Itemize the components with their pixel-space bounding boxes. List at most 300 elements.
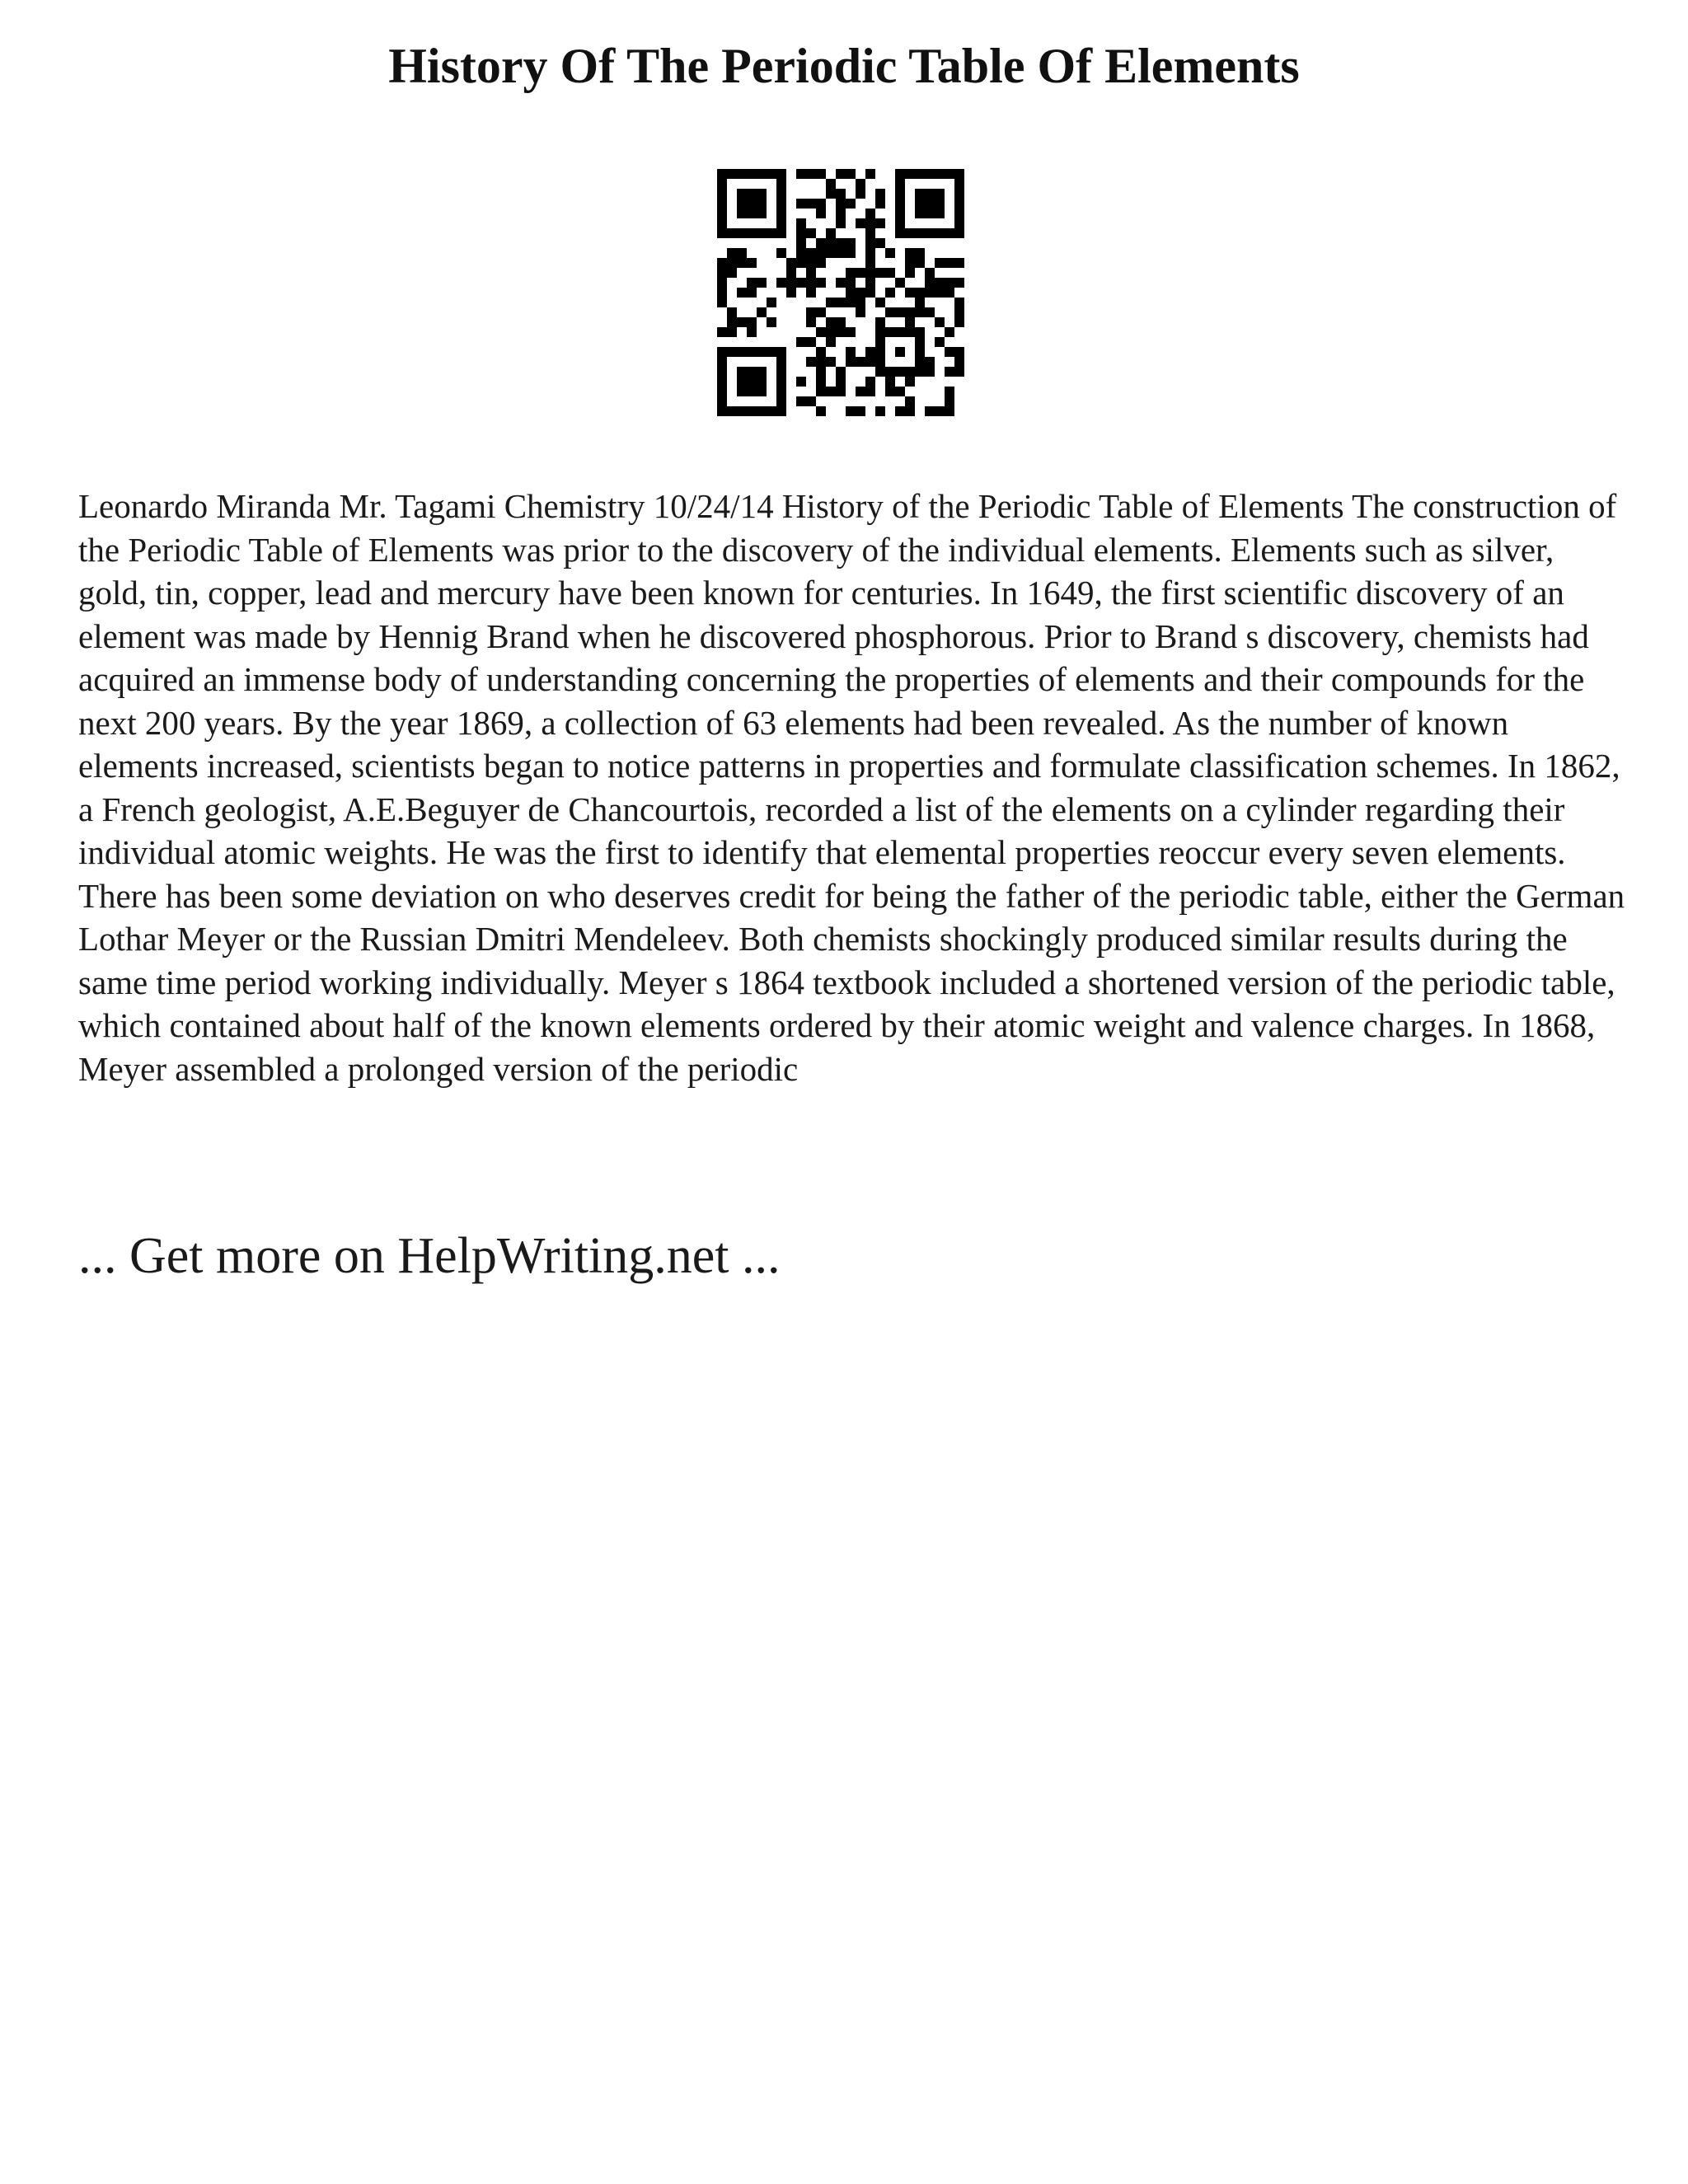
qr-module bbox=[875, 189, 885, 199]
qr-module bbox=[816, 248, 826, 258]
qr-module bbox=[757, 228, 767, 238]
qr-module bbox=[925, 268, 935, 278]
qr-module bbox=[796, 218, 806, 228]
qr-module bbox=[954, 258, 964, 268]
qr-module bbox=[786, 278, 796, 288]
qr-module bbox=[945, 347, 954, 357]
qr-module bbox=[757, 189, 767, 199]
qr-module bbox=[776, 396, 786, 406]
qr-module bbox=[717, 367, 727, 377]
qr-module bbox=[796, 199, 806, 209]
qr-module bbox=[954, 199, 964, 209]
qr-module bbox=[856, 307, 865, 317]
qr-module bbox=[796, 396, 806, 406]
qr-module bbox=[875, 317, 885, 327]
qr-module bbox=[757, 377, 767, 387]
qr-module bbox=[895, 209, 905, 218]
qr-module bbox=[767, 169, 776, 179]
qr-module bbox=[767, 406, 776, 416]
qr-module bbox=[915, 337, 925, 347]
qr-module bbox=[856, 406, 865, 416]
qr-module bbox=[925, 189, 935, 199]
qr-module bbox=[905, 327, 915, 337]
qr-module bbox=[737, 258, 747, 268]
qr-module bbox=[856, 357, 865, 367]
qr-module bbox=[935, 406, 945, 416]
qr-module bbox=[836, 387, 846, 396]
qr-module bbox=[935, 278, 945, 288]
qr-module bbox=[737, 248, 747, 258]
qr-module bbox=[915, 307, 925, 317]
qr-module bbox=[865, 238, 875, 248]
qr-module bbox=[846, 248, 856, 258]
qr-module bbox=[826, 189, 836, 199]
qr-module bbox=[767, 228, 776, 238]
qr-module bbox=[885, 268, 895, 278]
qr-module bbox=[895, 406, 905, 416]
qr-module bbox=[737, 228, 747, 238]
qr-module bbox=[786, 258, 796, 268]
qr-module bbox=[796, 238, 806, 248]
qr-module bbox=[875, 199, 885, 209]
qr-module bbox=[776, 199, 786, 209]
qr-module bbox=[865, 288, 875, 298]
qr-module bbox=[776, 387, 786, 396]
qr-module bbox=[717, 268, 727, 278]
qr-module bbox=[747, 367, 757, 377]
qr-module bbox=[816, 357, 826, 367]
qr-module bbox=[767, 317, 776, 327]
qr-module bbox=[856, 179, 865, 189]
qr-module bbox=[776, 189, 786, 199]
qr-module bbox=[747, 209, 757, 218]
qr-module bbox=[727, 307, 737, 317]
qr-module bbox=[806, 278, 816, 288]
qr-module bbox=[885, 377, 895, 387]
qr-module bbox=[747, 278, 757, 288]
qr-module bbox=[737, 317, 747, 327]
qr-module bbox=[737, 367, 747, 377]
qr-module bbox=[757, 199, 767, 209]
qr-module bbox=[717, 258, 727, 268]
qr-module bbox=[885, 288, 895, 298]
qr-module bbox=[747, 228, 757, 238]
qr-module bbox=[776, 367, 786, 377]
qr-module bbox=[757, 406, 767, 416]
qr-module bbox=[954, 278, 964, 288]
qr-module bbox=[915, 258, 925, 268]
qr-module bbox=[826, 298, 836, 307]
qr-module bbox=[806, 396, 816, 406]
qr-module bbox=[717, 298, 727, 307]
qr-module bbox=[747, 317, 757, 327]
qr-module bbox=[945, 258, 954, 268]
qr-module bbox=[925, 169, 935, 179]
qr-module bbox=[717, 396, 727, 406]
qr-code-graphic bbox=[717, 169, 964, 416]
qr-module bbox=[925, 307, 935, 317]
qr-module bbox=[737, 199, 747, 209]
qr-module bbox=[905, 169, 915, 179]
qr-module bbox=[846, 406, 856, 416]
qr-module bbox=[737, 347, 747, 357]
qr-module bbox=[727, 327, 737, 337]
qr-module bbox=[717, 387, 727, 396]
qr-module bbox=[816, 387, 826, 396]
qr-module bbox=[945, 169, 954, 179]
qr-module bbox=[935, 189, 945, 199]
qr-module bbox=[737, 288, 747, 298]
qr-module bbox=[796, 377, 806, 387]
qr-module bbox=[806, 307, 816, 317]
qr-module bbox=[776, 347, 786, 357]
qr-module bbox=[875, 337, 885, 347]
qr-module bbox=[737, 169, 747, 179]
qr-module bbox=[856, 268, 865, 278]
qr-module bbox=[925, 406, 935, 416]
qr-module bbox=[945, 327, 954, 337]
qr-module bbox=[895, 218, 905, 228]
qr-module bbox=[727, 169, 737, 179]
qr-module bbox=[816, 327, 826, 337]
qr-module bbox=[865, 387, 875, 396]
qr-module bbox=[915, 199, 925, 209]
qr-module bbox=[757, 169, 767, 179]
qr-module bbox=[826, 238, 836, 248]
qr-module bbox=[776, 218, 786, 228]
qr-module bbox=[895, 347, 905, 357]
qr-module bbox=[954, 218, 964, 228]
qr-module bbox=[865, 377, 875, 387]
qr-module bbox=[836, 189, 846, 199]
qr-module bbox=[895, 169, 905, 179]
qr-module bbox=[747, 347, 757, 357]
qr-module bbox=[816, 406, 826, 416]
qr-module bbox=[885, 367, 895, 377]
qr-module bbox=[836, 169, 846, 179]
qr-module bbox=[816, 209, 826, 218]
qr-module bbox=[747, 288, 757, 298]
qr-module bbox=[915, 347, 925, 357]
qr-module bbox=[757, 209, 767, 218]
qr-module bbox=[895, 179, 905, 189]
qr-module bbox=[836, 377, 846, 387]
get-more-link[interactable]: ... Get more on HelpWriting.net ... bbox=[78, 1228, 781, 1284]
qr-module bbox=[954, 228, 964, 238]
qr-module bbox=[846, 238, 856, 248]
qr-module bbox=[717, 347, 727, 357]
qr-module bbox=[717, 209, 727, 218]
qr-module bbox=[727, 258, 737, 268]
qr-module bbox=[816, 169, 826, 179]
qr-module bbox=[954, 298, 964, 307]
qr-module bbox=[915, 288, 925, 298]
qr-module bbox=[846, 268, 856, 278]
qr-module bbox=[895, 278, 905, 288]
qr-module bbox=[954, 347, 964, 357]
qr-module bbox=[935, 288, 945, 298]
qr-module bbox=[806, 268, 816, 278]
qr-module bbox=[895, 228, 905, 238]
qr-module bbox=[757, 367, 767, 377]
qr-module bbox=[846, 347, 856, 357]
qr-module bbox=[727, 317, 737, 327]
qr-module bbox=[806, 228, 816, 238]
qr-module bbox=[954, 189, 964, 199]
qr-module bbox=[796, 169, 806, 179]
qr-module bbox=[767, 298, 776, 307]
qr-module bbox=[836, 317, 846, 327]
qr-module bbox=[905, 377, 915, 387]
qr-module bbox=[885, 387, 895, 396]
qr-module bbox=[796, 248, 806, 258]
qr-module bbox=[737, 387, 747, 396]
qr-module bbox=[846, 199, 856, 209]
qr-module bbox=[747, 377, 757, 387]
qr-module bbox=[806, 248, 816, 258]
qr-module bbox=[925, 357, 935, 367]
qr-module bbox=[806, 169, 816, 179]
qr-module bbox=[905, 317, 915, 327]
qr-module bbox=[925, 278, 935, 288]
qr-module bbox=[875, 327, 885, 337]
qr-module bbox=[915, 169, 925, 179]
qr-module bbox=[895, 189, 905, 199]
qr-module bbox=[836, 199, 846, 209]
qr-module bbox=[945, 228, 954, 238]
qr-module bbox=[776, 357, 786, 367]
qr-module bbox=[826, 337, 836, 347]
qr-module bbox=[737, 209, 747, 218]
qr-module bbox=[856, 189, 865, 199]
qr-module bbox=[816, 199, 826, 209]
qr-module bbox=[776, 377, 786, 387]
qr-module bbox=[717, 357, 727, 367]
qr-module bbox=[776, 248, 786, 258]
qr-module bbox=[846, 357, 856, 367]
qr-module bbox=[895, 327, 905, 337]
qr-module bbox=[925, 228, 935, 238]
qr-module bbox=[826, 228, 836, 238]
qr-module bbox=[836, 298, 846, 307]
qr-module bbox=[717, 406, 727, 416]
qr-module bbox=[826, 179, 836, 189]
qr-module bbox=[747, 327, 757, 337]
qr-module bbox=[796, 228, 806, 238]
qr-module bbox=[954, 357, 964, 367]
qr-module bbox=[836, 278, 846, 288]
qr-module bbox=[915, 228, 925, 238]
qr-code-icon bbox=[717, 169, 964, 416]
qr-module bbox=[915, 367, 925, 377]
qr-module bbox=[935, 209, 945, 218]
qr-module bbox=[905, 268, 915, 278]
qr-module bbox=[776, 278, 786, 288]
qr-module bbox=[836, 238, 846, 248]
qr-module bbox=[816, 238, 826, 248]
qr-module bbox=[717, 199, 727, 209]
qr-module bbox=[865, 218, 875, 228]
qr-module bbox=[826, 248, 836, 258]
qr-module bbox=[885, 307, 895, 317]
qr-module bbox=[875, 357, 885, 367]
qr-module bbox=[905, 367, 915, 377]
qr-module bbox=[875, 406, 885, 416]
qr-module bbox=[757, 347, 767, 357]
qr-module bbox=[747, 169, 757, 179]
qr-module bbox=[865, 258, 875, 268]
qr-module bbox=[826, 327, 836, 337]
qr-module bbox=[945, 387, 954, 396]
qr-module bbox=[865, 357, 875, 367]
qr-module bbox=[954, 317, 964, 327]
qr-module bbox=[737, 406, 747, 416]
qr-module bbox=[767, 347, 776, 357]
qr-module bbox=[836, 248, 846, 258]
qr-module bbox=[826, 317, 836, 327]
qr-module bbox=[786, 288, 796, 298]
qr-module bbox=[806, 199, 816, 209]
qr-module bbox=[846, 169, 856, 179]
qr-module bbox=[935, 199, 945, 209]
qr-module bbox=[856, 387, 865, 396]
qr-module bbox=[954, 367, 964, 377]
qr-module bbox=[786, 268, 796, 278]
qr-module bbox=[796, 337, 806, 347]
qr-module bbox=[935, 337, 945, 347]
qr-module bbox=[717, 288, 727, 298]
qr-module bbox=[796, 258, 806, 268]
qr-module bbox=[915, 357, 925, 367]
qr-module bbox=[836, 327, 846, 337]
qr-module bbox=[806, 357, 816, 367]
qr-module bbox=[875, 238, 885, 248]
qr-module bbox=[925, 367, 935, 377]
qr-module bbox=[737, 189, 747, 199]
qr-module bbox=[776, 228, 786, 238]
qr-module bbox=[905, 396, 915, 406]
qr-module bbox=[826, 387, 836, 396]
qr-module bbox=[747, 406, 757, 416]
qr-module bbox=[717, 377, 727, 387]
qr-module bbox=[905, 248, 915, 258]
qr-module bbox=[836, 218, 846, 228]
qr-module bbox=[865, 169, 875, 179]
qr-module bbox=[875, 367, 885, 377]
qr-module bbox=[905, 288, 915, 298]
qr-module bbox=[895, 307, 905, 317]
qr-module bbox=[816, 347, 826, 357]
qr-module bbox=[717, 169, 727, 179]
qr-module bbox=[856, 218, 865, 228]
qr-module bbox=[836, 209, 846, 218]
qr-module bbox=[717, 179, 727, 189]
qr-module bbox=[737, 377, 747, 387]
qr-module bbox=[796, 278, 806, 288]
qr-module bbox=[717, 278, 727, 288]
qr-module bbox=[945, 396, 954, 406]
qr-module bbox=[816, 367, 826, 377]
qr-module bbox=[925, 199, 935, 209]
qr-module bbox=[875, 347, 885, 357]
qr-module bbox=[865, 278, 875, 288]
qr-module bbox=[806, 258, 816, 268]
qr-module bbox=[846, 298, 856, 307]
qr-module bbox=[826, 357, 836, 367]
qr-module bbox=[875, 218, 885, 228]
qr-module bbox=[747, 189, 757, 199]
qr-module bbox=[935, 169, 945, 179]
qr-module bbox=[776, 406, 786, 416]
qr-module bbox=[885, 248, 895, 258]
qr-module bbox=[747, 387, 757, 396]
qr-module bbox=[915, 189, 925, 199]
qr-module bbox=[905, 307, 915, 317]
qr-module bbox=[915, 209, 925, 218]
qr-module bbox=[945, 367, 954, 377]
qr-module bbox=[945, 406, 954, 416]
qr-module bbox=[816, 258, 826, 268]
qr-module bbox=[895, 199, 905, 209]
qr-module bbox=[954, 169, 964, 179]
page-title: History Of The Periodic Table Of Elements bbox=[388, 39, 1300, 93]
qr-module bbox=[915, 248, 925, 258]
qr-module bbox=[846, 288, 856, 298]
qr-module bbox=[905, 228, 915, 238]
qr-module bbox=[776, 179, 786, 189]
qr-module bbox=[836, 367, 846, 377]
qr-module bbox=[776, 209, 786, 218]
qr-module bbox=[905, 406, 915, 416]
qr-module bbox=[727, 228, 737, 238]
qr-module bbox=[945, 288, 954, 298]
qr-module bbox=[717, 228, 727, 238]
qr-module bbox=[727, 268, 737, 278]
qr-module bbox=[846, 278, 856, 288]
qr-module bbox=[865, 248, 875, 258]
qr-module bbox=[727, 248, 737, 258]
qr-module bbox=[856, 288, 865, 298]
qr-module bbox=[757, 387, 767, 396]
qr-module bbox=[865, 347, 875, 357]
qr-module bbox=[747, 258, 757, 268]
qr-module bbox=[865, 228, 875, 238]
qr-module bbox=[905, 258, 915, 268]
qr-module bbox=[925, 209, 935, 218]
qr-module bbox=[865, 268, 875, 278]
qr-module bbox=[717, 218, 727, 228]
qr-module bbox=[915, 327, 925, 337]
qr-module bbox=[806, 317, 816, 327]
qr-module bbox=[935, 317, 945, 327]
qr-module bbox=[875, 298, 885, 307]
qr-module bbox=[717, 189, 727, 199]
qr-module bbox=[757, 278, 767, 288]
qr-module bbox=[945, 278, 954, 288]
qr-module bbox=[806, 337, 816, 347]
qr-module bbox=[727, 406, 737, 416]
qr-module bbox=[954, 307, 964, 317]
qr-module bbox=[806, 288, 816, 298]
qr-module bbox=[895, 367, 905, 377]
qr-module bbox=[747, 199, 757, 209]
qr-module bbox=[935, 258, 945, 268]
qr-module bbox=[865, 209, 875, 218]
qr-module bbox=[895, 387, 905, 396]
qr-module bbox=[846, 327, 856, 337]
qr-module bbox=[856, 298, 865, 307]
qr-module bbox=[954, 179, 964, 189]
